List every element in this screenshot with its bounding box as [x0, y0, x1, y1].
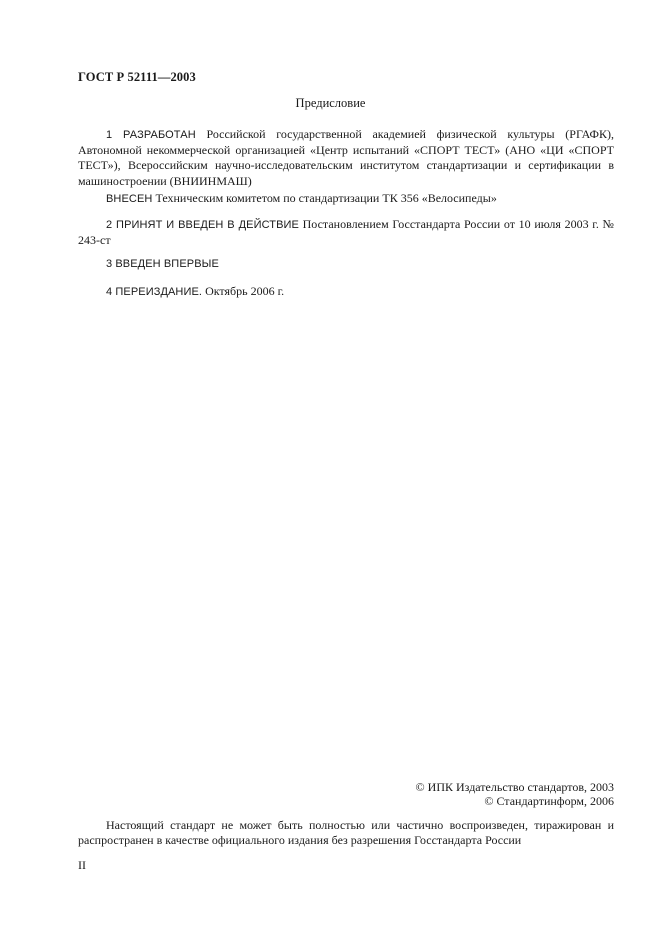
item-submitted [78, 191, 614, 207]
item-lead: 1 РАЗРАБОТАН [106, 129, 196, 141]
item-lead: 2 ПРИНЯТ И ВВЕДЕН В ДЕЙСТВИЕ [106, 219, 299, 231]
item-text: Постановлением Госстандарта России от 10 июля 2003 г. № 243-ст [78, 217, 614, 248]
item-reissue [78, 284, 614, 300]
copyright-line-1: © ИПК Издательство стандартов, 2003 [415, 780, 614, 794]
item-adopted [78, 217, 614, 248]
page-number: II [78, 858, 86, 872]
item-developed [78, 127, 614, 189]
copyright-line-2: © Стандартинформ, 2006 [484, 794, 614, 808]
item-lead: 4 ПЕРЕИЗДАНИЕ. [106, 286, 203, 298]
item-text: Октябрь 2006 г. [205, 284, 285, 298]
section-title: Предисловие [295, 96, 366, 110]
reproduction-notice: Настоящий стандарт не может быть полностью или частично воспроизведен, тиражирован и распространен в качестве официального издания без разрешения Госстандарта России [78, 818, 614, 847]
item-first-introduced [78, 256, 614, 272]
standard-id-header: ГОСТ Р 52111—2003 [78, 70, 196, 84]
item-lead: ВНЕСЕН [106, 193, 153, 205]
item-text: Техническим комитетом по стандартизации ТК 356 «Велосипеды» [155, 191, 497, 205]
item-lead: 3 ВВЕДЕН ВПЕРВЫЕ [106, 258, 219, 270]
item-text: Российской государственной академией физической культуры (РГАФК), Автономной некоммерческой организацией «Центр испытаний «СПОРТ ТЕСТ» (АНО «ЦИ «СПОРТ ТЕСТ»), Всероссийским научно-исследовательским институтом стандартизации и сертификации в машиностроении (ВНИИНМАШ) [78, 127, 614, 188]
